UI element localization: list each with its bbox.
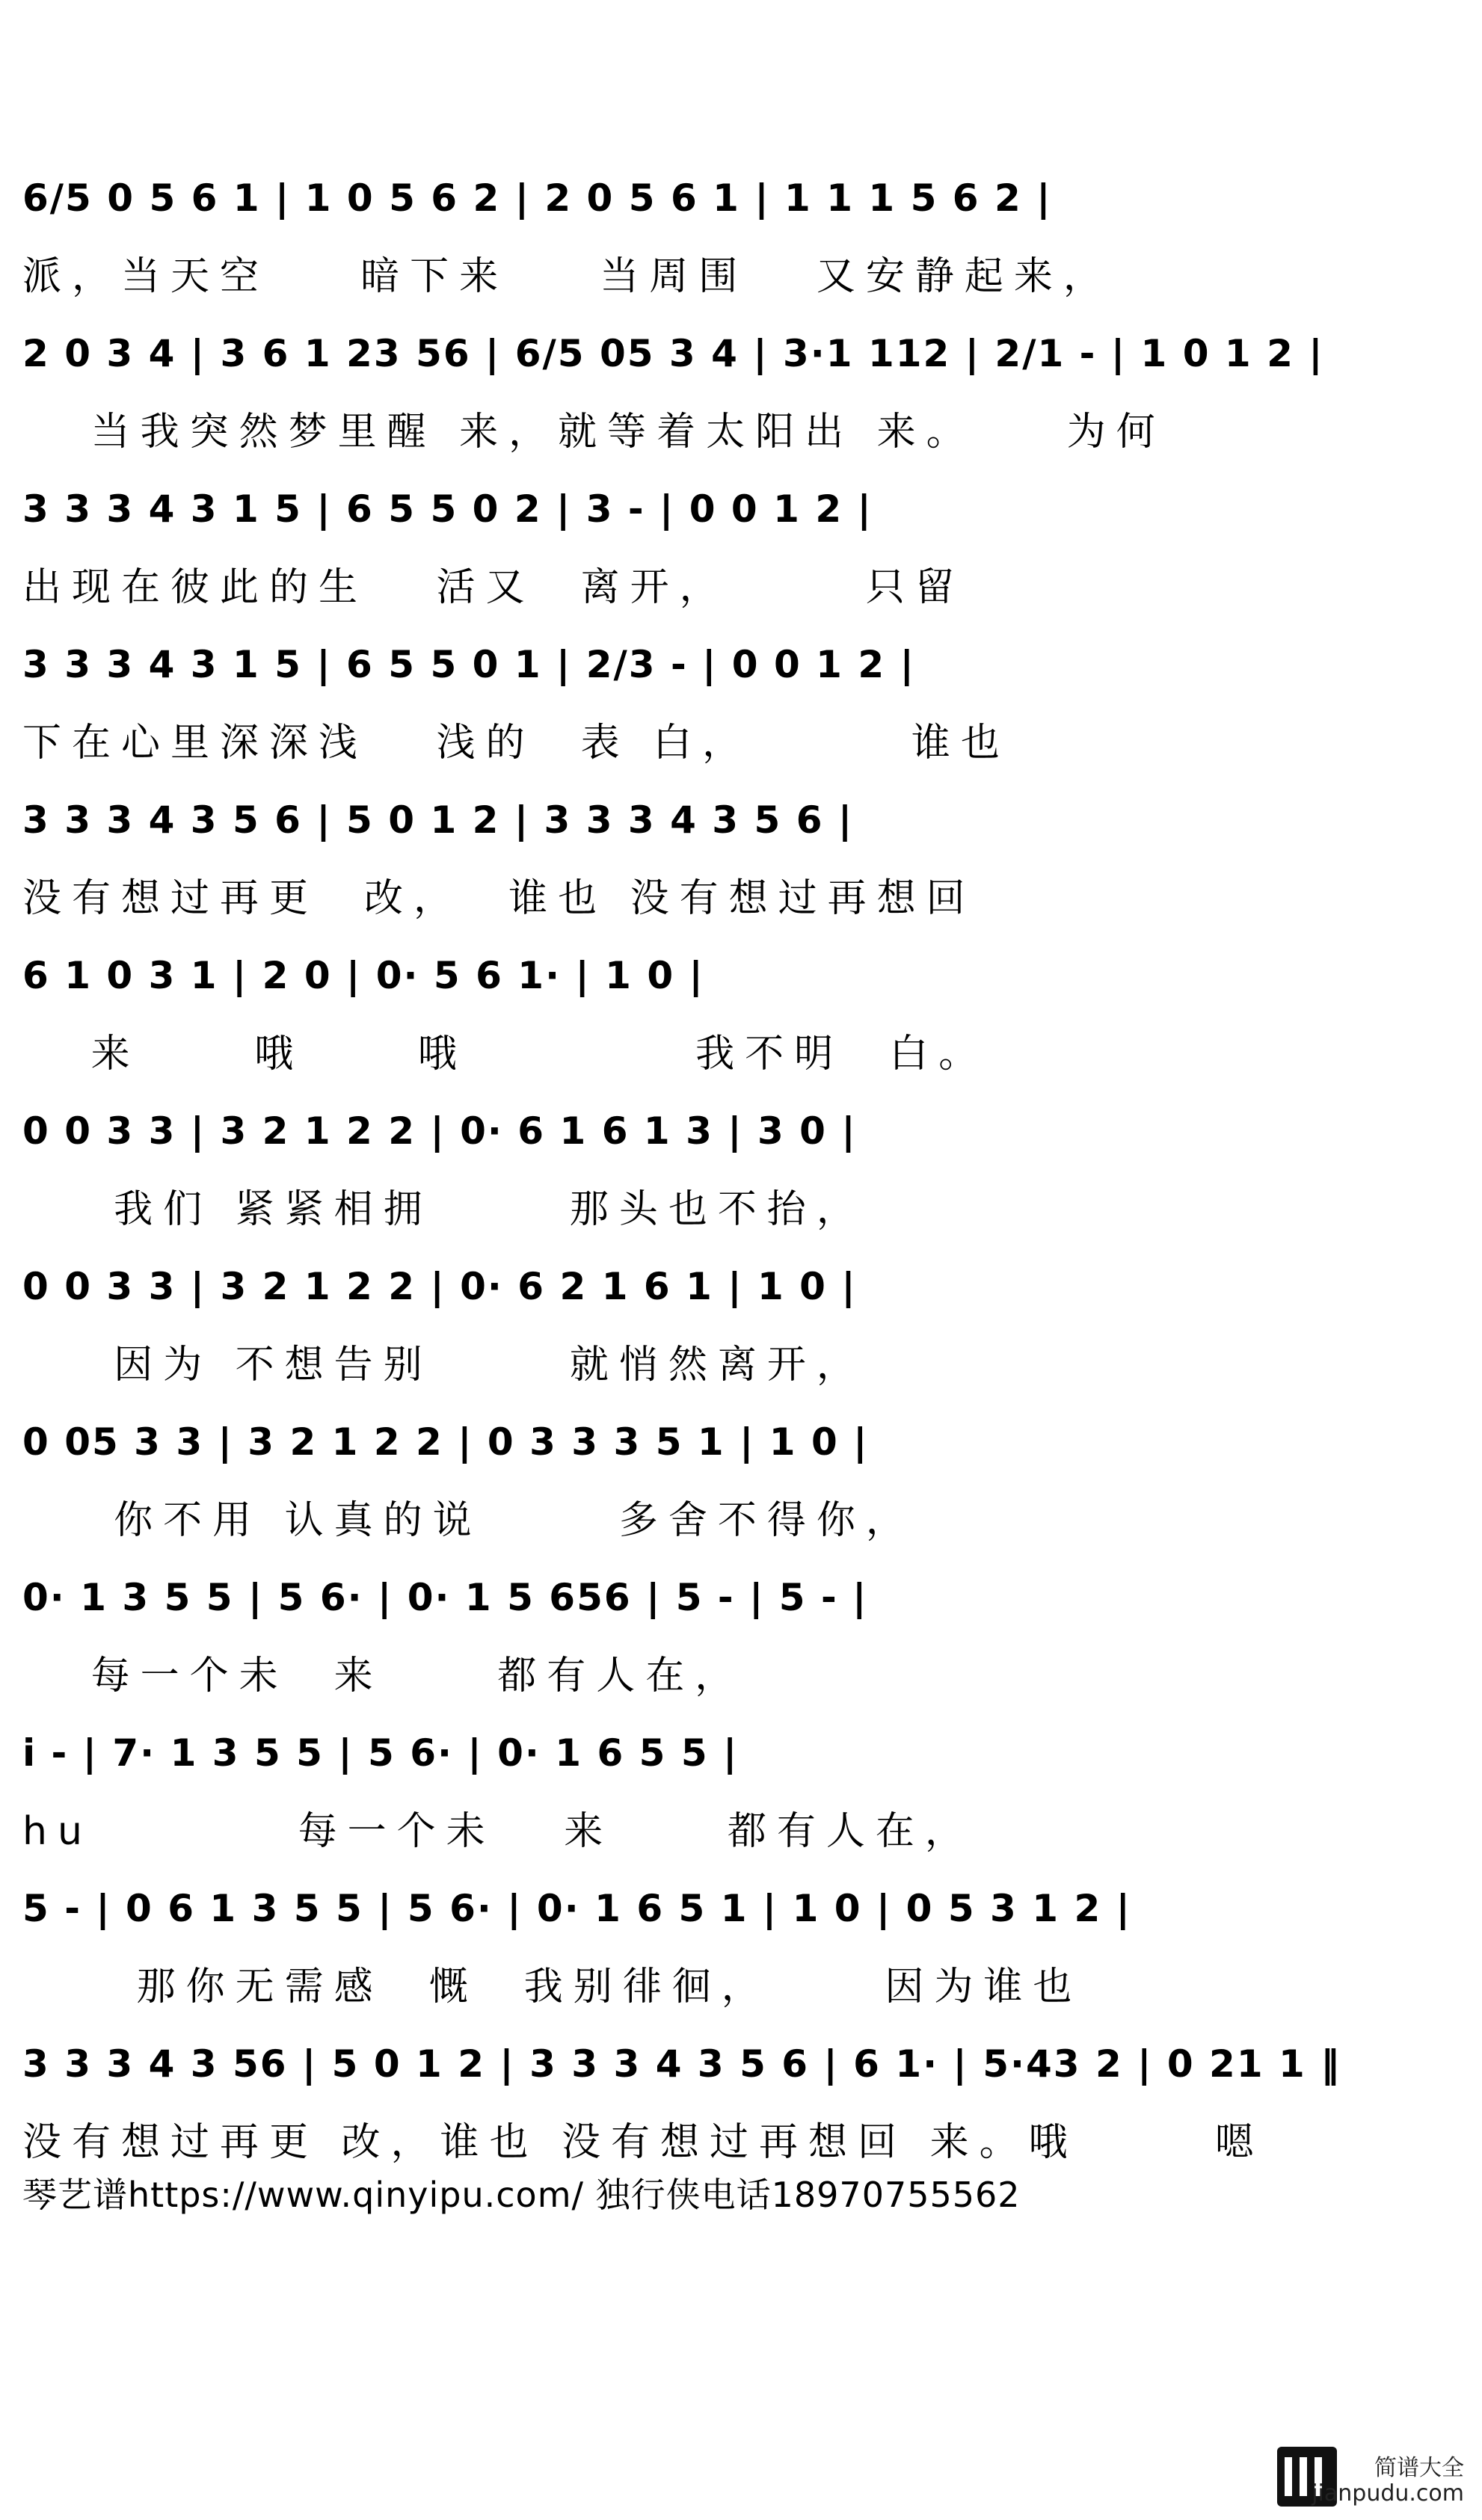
lyric-line: 派，当天空 暗下来 当周围 又安静起来， (22, 254, 1113, 299)
score-system (0, 1242, 1482, 1391)
notation-line: 0 0 3 3 | 3 2 1 2 2 | 0· 6 2 1 6 1 | 1 0 | (22, 1265, 857, 1308)
watermark-name: 简谱大全 (1374, 2455, 1464, 2481)
notation-line: 6 1 0 3 1 | 2 0 | 0· 5 6 1· | 1 0 | (22, 954, 704, 997)
watermark (1277, 2439, 1464, 2507)
notation-line: i - | 7· 1 3 5 5 | 5 6· | 0· 1 6 5 5 | (22, 1731, 739, 1775)
lyric-line: hu 每一个未 来 都有人在， (22, 1809, 974, 1854)
watermark-text (1312, 2456, 1464, 2507)
lyric-line: 出现在彼此的生 活又 离开， 只留 (22, 565, 965, 610)
lyric-line: 你不用 认真的说 多舍不得你， (22, 1498, 915, 1543)
notation-line: 0 0 3 3 | 3 2 1 2 2 | 0· 6 1 6 1 3 | 3 0 | (22, 1109, 857, 1153)
notation-line: 2 0 3 4 | 3 6 1 23 56 | 6/5 05 3 4 | 3·1 112 | 2/1 - | 1 0 1 2 | (22, 332, 1324, 375)
notation-line: 0 05 3 3 | 3 2 1 2 2 | 0 3 3 3 5 1 | 1 0 | (22, 1420, 869, 1464)
score-system (0, 1864, 1482, 2013)
notation-line: 0· 1 3 5 5 | 5 6· | 0· 1 5 656 | 5 - | 5 - | (22, 1576, 868, 1619)
score-system (0, 1553, 1482, 1702)
lyric-line: 每一个未 来 都有人在， (22, 1654, 745, 1698)
score-system (0, 775, 1482, 925)
score-system (0, 2019, 1482, 2169)
score-system (0, 931, 1482, 1080)
lyric-line: 因为 不想告别 就悄然离开， (22, 1343, 866, 1387)
lyric-line: 当我突然梦里醒 来，就等着太阳出 来。 为何 (22, 410, 1166, 455)
score-system (0, 620, 1482, 769)
lyric-line: 我们 紧紧相拥 那头也不抬， (22, 1187, 866, 1232)
lyric-line: 来 哦 哦 我不明 白。 (22, 1032, 988, 1076)
score-system (0, 309, 1482, 458)
lyric-line: 没有想过再更 改，谁也 没有想过再想回 来。哦 嗯 (22, 2120, 1264, 2165)
notation-line: 3 3 3 4 3 5 6 | 5 0 1 2 | 3 3 3 4 3 5 6 | (22, 798, 854, 842)
score-system (0, 1397, 1482, 1547)
notation-line: 6/5 0 5 6 1 | 1 0 5 6 2 | 2 0 5 6 1 | 1 1 1 5 6 2 | (22, 176, 1052, 220)
score-system (0, 153, 1482, 303)
score-system (0, 1086, 1482, 1236)
notation-line: 3 3 3 4 3 1 5 | 6 5 5 0 1 | 2/3 - | 0 0 1 2 | (22, 643, 915, 686)
lyric-line: 没有想过再更 改， 谁也 没有想过再想回 (22, 876, 976, 921)
notation-line: 3 3 3 4 3 56 | 5 0 1 2 | 3 3 3 4 3 5 6 | 6 1· | 5·43 2 | 0 21 1 ‖ (22, 2042, 1341, 2086)
score-system (0, 464, 1482, 614)
footer-credit: 琴艺谱https://www.qinyipu.com/ 独行侠电话18970755562 (22, 2175, 1021, 2215)
lyric-line: 那你无需感 慨 我别徘徊， 因为谁也 (22, 1965, 1083, 2009)
notation-line: 5 - | 0 6 1 3 5 5 | 5 6· | 0· 1 6 5 1 | 1 0 | 0 5 3 1 2 | (22, 1887, 1131, 1930)
lyric-line: 下在心里深深浅 浅的 表 白， 谁也 (22, 721, 1010, 765)
watermark-site: jianpudu.com (1312, 2480, 1464, 2507)
score-system (0, 1708, 1482, 1858)
notation-line: 3 3 3 4 3 1 5 | 6 5 5 0 2 | 3 - | 0 0 1 2 | (22, 487, 873, 531)
